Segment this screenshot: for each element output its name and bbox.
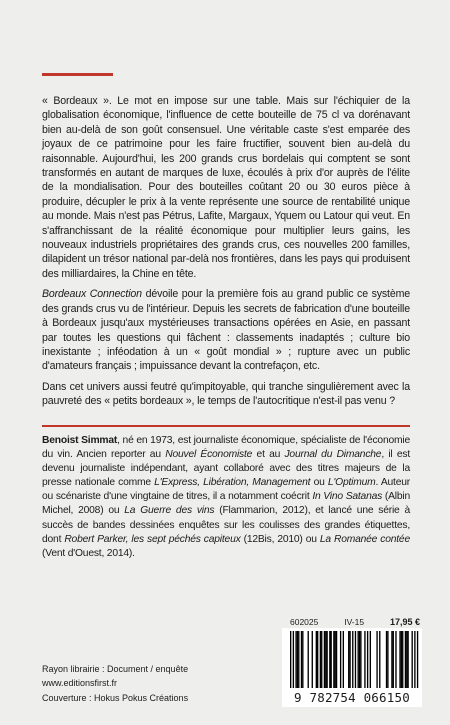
barcode-bar bbox=[340, 631, 341, 688]
barcode-bar bbox=[391, 631, 392, 688]
bio-book-title: La Romanée contée bbox=[319, 533, 410, 545]
author-name: Benoist Simmat bbox=[42, 435, 118, 446]
summary-paragraph-1 bbox=[42, 94, 410, 281]
bio-book-title: Robert Parker, les sept péchés capiteux bbox=[64, 533, 241, 545]
barcode-bar bbox=[387, 631, 388, 688]
barcode-bar bbox=[386, 631, 387, 688]
bio-book-title: La Guerre des vins bbox=[124, 505, 215, 517]
barcode-bar bbox=[407, 631, 408, 688]
barcode-bar bbox=[324, 631, 325, 688]
barcode-bar bbox=[395, 631, 396, 688]
bio-text: ou bbox=[310, 477, 328, 489]
barcode-bar bbox=[295, 631, 296, 688]
summary-paragraph-1-text: « Bordeaux ». Le mot en impose sur une table. Mais sur l'échiquier de la globalisation économique, l'influence de cette bouteille de 75 cl va dorénavant bien au-delà de son goût consensuel. Une véritable caste s'est emparée des joyaux de ce patrimoine pour les faire fructifier, souvent bien au-delà du raisonnable. Aujourd'hui, les 200 grands crus bordelais qui comptent se sont transformés en autant de marques de luxe, écoulés à prix d'or auprès de l'élite de la mondialisation. Pour des bouteilles coûtant 20 ou 30 euros pièce à produire, décupler le prix à la vente représente une source de rentabilité unique au monde. Mais n'est pas Pétrus, Lafite, Margaux, Yquem ou Latour qui veut. En s'affranchissant de la réalité économique pour multiplier leurs gains, les nouveaux industriels propriétaires des grands crus, ces nouvelles 200 familles, dilapident un trésor national par-delà nos frontières, dans les pays qui produisent des milliardaires, la Chine en tête. bbox=[42, 95, 410, 280]
barcode-bar bbox=[399, 631, 400, 688]
barcode-bar bbox=[417, 631, 418, 688]
bio-text: (Albin Michel, 2008) ou bbox=[42, 491, 410, 517]
barcode-bar bbox=[308, 631, 309, 688]
section-red-rule bbox=[42, 425, 410, 427]
barcode-bar bbox=[412, 631, 413, 688]
barcode-bar bbox=[333, 631, 334, 688]
barcode-bar bbox=[297, 631, 298, 688]
barcode-bar bbox=[343, 631, 344, 688]
barcode-bar bbox=[335, 631, 336, 688]
barcode-bar bbox=[379, 631, 380, 688]
barcode-bar bbox=[364, 631, 365, 688]
barcode-icon bbox=[282, 628, 422, 690]
bio-book-title: In Vino Satanas bbox=[312, 491, 383, 503]
barcode-bar bbox=[359, 631, 360, 688]
barcode-bar bbox=[326, 631, 327, 688]
bio-text: . Auteur ou scénariste d'une vingtaine de titres, il a notamment coécrit bbox=[42, 477, 410, 503]
publisher-website[interactable]: www.editionsfirst.fr bbox=[42, 678, 118, 689]
bio-publication-title: Nouvel Économiste bbox=[165, 449, 253, 461]
bio-text: (Vent d'Ouest, 2014). bbox=[42, 547, 135, 559]
barcode-bar bbox=[405, 631, 406, 688]
author-bio bbox=[42, 434, 410, 561]
barcode-bar bbox=[358, 631, 359, 688]
product-code: 602025 bbox=[290, 617, 319, 627]
barcode-bar bbox=[348, 631, 349, 688]
bio-publication-title: L'Express, Libération, Management bbox=[154, 477, 311, 489]
cover-credit: Couverture : Hokus Pokus Créations bbox=[42, 692, 189, 703]
barcode-bar bbox=[329, 631, 330, 688]
barcode-bar bbox=[414, 631, 415, 688]
bio-text: , né en 1973, est journaliste économique, spécialiste de l'économie du vin. Ancien reporter au bbox=[42, 435, 410, 461]
barcode-bar bbox=[355, 631, 356, 688]
barcode-bar bbox=[370, 631, 371, 688]
bio-text: (Flammarion, 2012), et lancé une série à succès de bandes dessinées enquêtes sur les coulisses des grandes étiquettes, dont bbox=[42, 505, 410, 545]
barcode-bar bbox=[360, 631, 361, 688]
summary-paragraph-2 bbox=[42, 287, 410, 373]
barcode-bar bbox=[293, 631, 294, 688]
barcode-bar bbox=[376, 631, 377, 688]
barcode-bar bbox=[325, 631, 326, 688]
publisher-footer bbox=[42, 662, 262, 705]
summary-paragraph-3: Dans cet univers aussi feutré qu'impitoyable, qui tranche singulièrement avec la pauvreté des « petits bordeaux », le temps de l'autocritique n'est-il pas venu ? bbox=[42, 380, 410, 408]
barcode-bar bbox=[312, 631, 313, 688]
barcode-bar bbox=[367, 631, 368, 688]
barcode-bar bbox=[298, 631, 299, 688]
barcode-bar bbox=[321, 631, 322, 688]
top-red-rule bbox=[42, 73, 113, 76]
barcode-bar bbox=[352, 631, 353, 688]
bio-text: et au bbox=[252, 449, 285, 461]
author-bio-paragraph bbox=[42, 434, 410, 561]
barcode-bar bbox=[393, 631, 394, 688]
price-label: 17,95 € bbox=[389, 617, 420, 627]
bio-publication-title: Journal du Dimanche bbox=[284, 449, 382, 461]
summary-paragraph-2-text: dévoile pour la première fois au grand public ce système des grands crus vu de l'intérieur. Depuis les secrets de fabrication d'une bouteille à Bordeaux jusqu'aux mystérieuses transactions opérées en Asie, en passant par toutes les questions qui fâchent : classements inadaptés ; culture bio inexistante ; inféodation à un « goût mondial » ; rupture avec un public d'amateurs français ; impuissance devant la contrefaçon, etc. bbox=[42, 288, 410, 373]
bookstore-shelf-label: Rayon librairie : Document / enquête bbox=[42, 664, 189, 674]
barcode-bar bbox=[317, 631, 318, 688]
barcode-bar bbox=[320, 631, 321, 688]
edition-code: IV-15 bbox=[344, 617, 365, 627]
barcode-bar bbox=[402, 631, 403, 688]
isbn-number: 9 782754 066150 bbox=[282, 690, 422, 707]
bio-text: (12Bis, 2010) ou bbox=[240, 533, 320, 545]
isbn-barcode bbox=[282, 628, 422, 690]
book-title-italic: Bordeaux Connection bbox=[42, 288, 142, 301]
barcode-bar bbox=[401, 631, 402, 688]
barcode-bar bbox=[316, 631, 317, 688]
back-cover-summary bbox=[42, 94, 410, 415]
barcode-bar bbox=[302, 631, 303, 688]
bio-text: , il est devenu journaliste indépendant, ayant collaboré avec des titres majeurs de la presse nationale comme bbox=[42, 449, 410, 489]
barcode-bar bbox=[349, 631, 350, 688]
barcode-bar bbox=[406, 631, 407, 688]
barcode-bar bbox=[301, 631, 302, 688]
bio-publication-title: L'Optimum bbox=[327, 477, 376, 489]
barcode-bar bbox=[290, 631, 291, 688]
barcode-bar bbox=[336, 631, 337, 688]
barcode-bar bbox=[331, 631, 332, 688]
barcode-info-line bbox=[290, 617, 420, 627]
